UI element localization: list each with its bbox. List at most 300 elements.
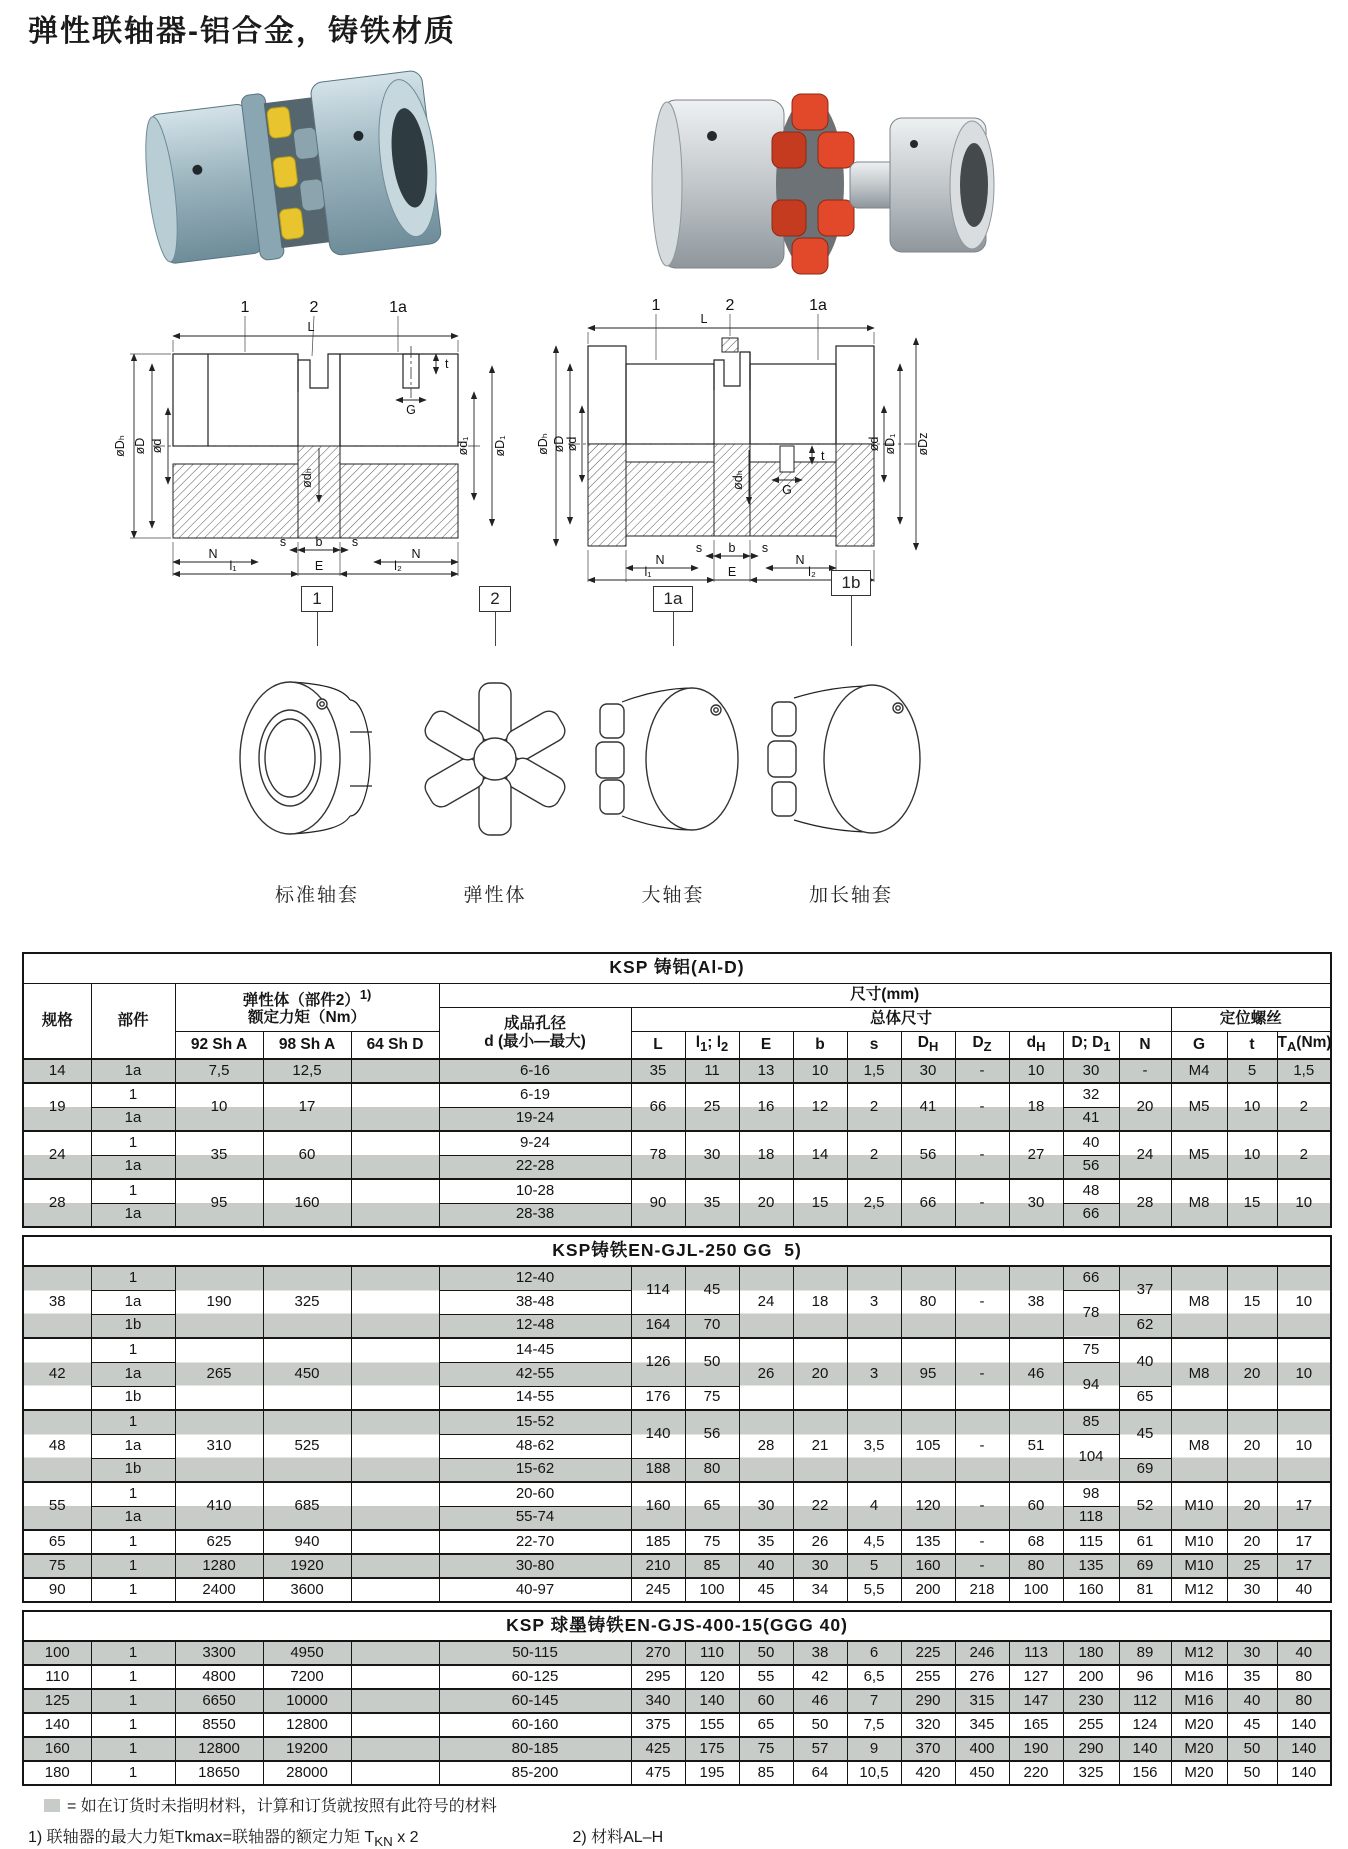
cell: 90 — [631, 1179, 685, 1227]
cell: 176 — [631, 1386, 685, 1410]
cell — [351, 1665, 439, 1689]
cell: 95 — [901, 1338, 955, 1410]
dim-label: ød — [565, 436, 579, 452]
cell: 60-125 — [439, 1665, 631, 1689]
cell: 12800 — [175, 1737, 263, 1761]
cell: 46 — [793, 1689, 847, 1713]
dim-label: N — [655, 553, 665, 567]
cell: - — [955, 1266, 1009, 1338]
col-header: 64 Sh D — [351, 1031, 439, 1059]
cell — [351, 1410, 439, 1482]
cell — [351, 1737, 439, 1761]
cell: 12,5 — [263, 1059, 351, 1083]
cell: 1a — [91, 1290, 175, 1314]
cell: 65 — [739, 1713, 793, 1737]
cell: 140 — [23, 1713, 91, 1737]
dim-label: ødₕ — [731, 470, 745, 490]
cell: 290 — [1063, 1737, 1119, 1761]
cell: 81 — [1119, 1578, 1171, 1602]
cell: 30 — [793, 1554, 847, 1578]
legend-text: = 如在订货时未指明材料，计算和订货就按照有此符号的材料 — [67, 1798, 497, 1815]
cell: 85-200 — [439, 1761, 631, 1785]
cell: 35 — [1227, 1665, 1277, 1689]
cell: 75 — [23, 1554, 91, 1578]
table-row — [23, 1737, 1331, 1761]
cell: 40 — [1277, 1578, 1331, 1602]
cell: 15-52 — [439, 1410, 631, 1434]
cell: M5 — [1171, 1131, 1227, 1179]
cell: 30 — [1009, 1179, 1063, 1227]
cell: 15 — [1227, 1266, 1277, 1338]
cell: 1b — [91, 1386, 175, 1410]
dim-label: øD — [552, 435, 566, 453]
cell: 50 — [793, 1713, 847, 1737]
cell: 40 — [1277, 1641, 1331, 1665]
dim-label: t — [445, 357, 449, 371]
cell: 410 — [175, 1482, 263, 1530]
cell — [351, 1761, 439, 1785]
cell: 1 — [91, 1266, 175, 1290]
col-header: N — [1119, 1031, 1171, 1059]
cell: 1 — [91, 1554, 175, 1578]
cell: 2 — [1277, 1131, 1331, 1179]
cell: 45 — [1227, 1713, 1277, 1737]
cell: 80-185 — [439, 1737, 631, 1761]
cell — [351, 1554, 439, 1578]
cross-section-drawing-left — [98, 296, 518, 578]
cell: 24 — [739, 1266, 793, 1338]
cell: 8550 — [175, 1713, 263, 1737]
page-title: 弹性联轴器-铝合金，铸铁材质 — [28, 15, 456, 48]
component-row — [228, 573, 940, 907]
cell: - — [955, 1059, 1009, 1083]
cell: 5 — [847, 1554, 901, 1578]
cell: 50-115 — [439, 1641, 631, 1665]
table-row — [23, 1083, 1331, 1107]
cell: 6-16 — [439, 1059, 631, 1083]
cell: 17 — [1277, 1554, 1331, 1578]
cell: 135 — [901, 1530, 955, 1554]
cell: 20-60 — [439, 1482, 631, 1506]
cell: 30 — [685, 1131, 739, 1179]
cell: 195 — [685, 1761, 739, 1785]
cell: 160 — [901, 1554, 955, 1578]
cell: 66 — [1063, 1203, 1119, 1227]
cell: 1b — [91, 1458, 175, 1482]
cell: 325 — [1063, 1761, 1119, 1785]
cell: 17 — [1277, 1530, 1331, 1554]
cell: 1280 — [175, 1554, 263, 1578]
component-caption: 加长轴套 — [808, 885, 893, 906]
cell: 4 — [847, 1482, 901, 1530]
dim-label: N — [208, 547, 218, 561]
dim-label: l₂ — [394, 559, 402, 573]
col-header: t — [1227, 1031, 1277, 1059]
cell: 18650 — [175, 1761, 263, 1785]
component-caption: 弹性体 — [463, 885, 527, 906]
cell: 180 — [1063, 1641, 1119, 1665]
cell: 37 — [1119, 1266, 1171, 1314]
cell — [351, 1530, 439, 1554]
cell: 3600 — [263, 1578, 351, 1602]
col-header: 98 Sh A — [263, 1031, 351, 1059]
cell: 40 — [1063, 1131, 1119, 1155]
leader-line — [495, 612, 496, 646]
cell: 50 — [685, 1338, 739, 1386]
cell: 625 — [175, 1530, 263, 1554]
cell: 185 — [631, 1530, 685, 1554]
cell: 18 — [739, 1131, 793, 1179]
cell: 3 — [847, 1338, 901, 1410]
cell: 1 — [91, 1338, 175, 1362]
cell: 14 — [793, 1131, 847, 1179]
cell: 18 — [1009, 1083, 1063, 1131]
col-header: 总体尺寸 — [631, 1007, 1171, 1031]
cell — [351, 1482, 439, 1530]
cell: 28-38 — [439, 1203, 631, 1227]
dim-label: G — [406, 403, 416, 417]
cell: 450 — [263, 1338, 351, 1410]
dim-label: N — [795, 553, 805, 567]
cell: 114 — [631, 1266, 685, 1314]
cell: 1a — [91, 1506, 175, 1530]
cell: 370 — [901, 1737, 955, 1761]
cell: M8 — [1171, 1179, 1227, 1227]
cell: 14-45 — [439, 1338, 631, 1362]
cell: 20 — [1227, 1338, 1277, 1410]
cell: 175 — [685, 1737, 739, 1761]
section-title: KSP铸铁EN-GJL-250 GG 5) — [23, 1236, 1331, 1266]
cell: 34 — [793, 1578, 847, 1602]
cell: 1 — [91, 1713, 175, 1737]
cell: 230 — [1063, 1689, 1119, 1713]
dim-label: s — [761, 541, 769, 555]
cell: 1920 — [263, 1554, 351, 1578]
cell: M8 — [1171, 1266, 1227, 1338]
cell: 320 — [901, 1713, 955, 1737]
cell: 32 — [1063, 1083, 1119, 1107]
cell: 5,5 — [847, 1578, 901, 1602]
cell: 60 — [263, 1131, 351, 1179]
col-header: 成品孔径 d (最小—最大) — [439, 1007, 631, 1059]
part-tag: 2 — [479, 586, 510, 612]
dim-label: s — [351, 535, 359, 549]
cell: 120 — [685, 1665, 739, 1689]
cell: 7,5 — [847, 1713, 901, 1737]
table-row — [23, 1179, 1331, 1203]
cell: 30 — [1227, 1641, 1277, 1665]
cell: 50 — [1227, 1761, 1277, 1785]
cell: 64 — [793, 1761, 847, 1785]
cell: 1 — [91, 1410, 175, 1434]
col-header: 规格 — [23, 983, 91, 1059]
cell: 100 — [1009, 1578, 1063, 1602]
cell: M20 — [1171, 1737, 1227, 1761]
cell: M20 — [1171, 1761, 1227, 1785]
cell: 12 — [793, 1083, 847, 1131]
footnote-2: 2) 材料AL–H — [572, 1829, 664, 1846]
col-header: G — [1171, 1031, 1227, 1059]
col-header: $d_H$ — [1009, 1031, 1063, 1059]
component-caption: 大轴套 — [641, 885, 705, 906]
cell: M12 — [1171, 1641, 1227, 1665]
cell: 160 — [23, 1737, 91, 1761]
cell: 6-19 — [439, 1083, 631, 1107]
cell: 295 — [631, 1665, 685, 1689]
cell: 10 — [1277, 1266, 1331, 1338]
cell: 210 — [631, 1554, 685, 1578]
dim-label: ød — [867, 436, 881, 452]
cell: M16 — [1171, 1665, 1227, 1689]
cell: 80 — [1277, 1689, 1331, 1713]
cell: - — [955, 1530, 1009, 1554]
cell: 276 — [955, 1665, 1009, 1689]
table-row — [23, 1761, 1331, 1785]
cell: 26 — [793, 1530, 847, 1554]
photo-aluminum-coupling — [138, 60, 450, 278]
col-header: b — [793, 1031, 847, 1059]
cell: 10000 — [263, 1689, 351, 1713]
cell: 1a — [91, 1434, 175, 1458]
cell: 66 — [631, 1083, 685, 1131]
cell: 420 — [901, 1761, 955, 1785]
cell: 19-24 — [439, 1107, 631, 1131]
cell: - — [1119, 1059, 1171, 1083]
cell: 155 — [685, 1713, 739, 1737]
cell: M8 — [1171, 1410, 1227, 1482]
cell: - — [955, 1131, 1009, 1179]
cell: 10 — [1009, 1059, 1063, 1083]
component-standard-hub — [228, 586, 406, 907]
cell: 55-74 — [439, 1506, 631, 1530]
col-header: 尺寸(mm) — [439, 983, 1331, 1007]
cell: 115 — [1063, 1530, 1119, 1554]
cell: 1a — [91, 1155, 175, 1179]
cell: 22-28 — [439, 1155, 631, 1179]
cell: 68 — [1009, 1530, 1063, 1554]
cell: 30 — [901, 1059, 955, 1083]
col-header: E — [739, 1031, 793, 1059]
cell: 3,5 — [847, 1410, 901, 1482]
col-header: s — [847, 1031, 901, 1059]
dim-label: ød₁ — [456, 436, 470, 456]
cell: 27 — [1009, 1131, 1063, 1179]
cell: 4950 — [263, 1641, 351, 1665]
section-title: KSP 球墨铸铁EN-GJS-400-15(GGG 40) — [23, 1611, 1331, 1641]
cell: 1 — [91, 1641, 175, 1665]
cell: 156 — [1119, 1761, 1171, 1785]
callout-part1a: 1a — [389, 299, 407, 316]
callout-part1a: 1a — [809, 297, 827, 314]
dim-label: E — [727, 565, 737, 579]
table-row — [23, 1641, 1331, 1665]
cell: 165 — [1009, 1713, 1063, 1737]
leader-line — [851, 596, 852, 646]
callout-part2: 2 — [725, 297, 735, 314]
table-row — [23, 1713, 1331, 1737]
col-header: D; $D_1$ — [1063, 1031, 1119, 1059]
photo-cast-iron-coupling — [650, 66, 1000, 304]
col-header: 定位螺丝 — [1171, 1007, 1331, 1031]
cell: 1a — [91, 1107, 175, 1131]
cell: 50 — [1227, 1737, 1277, 1761]
cell: 30 — [1227, 1578, 1277, 1602]
cell: 12800 — [263, 1713, 351, 1737]
cell: 10 — [793, 1059, 847, 1083]
cell: 12-48 — [439, 1314, 631, 1338]
cell: 188 — [631, 1458, 685, 1482]
cell: 10,5 — [847, 1761, 901, 1785]
dim-label: b — [728, 541, 736, 555]
cell: 124 — [1119, 1713, 1171, 1737]
cell: 140 — [1277, 1713, 1331, 1737]
cell: 3 — [847, 1266, 901, 1338]
cell: 30-80 — [439, 1554, 631, 1578]
table-row — [23, 1665, 1331, 1689]
col-header: $D_Z$ — [955, 1031, 1009, 1059]
cell: 96 — [1119, 1665, 1171, 1689]
cell: 55 — [23, 1482, 91, 1530]
cell: 11 — [685, 1059, 739, 1083]
cell: 105 — [901, 1410, 955, 1482]
cell: 46 — [1009, 1338, 1063, 1410]
cell: 42 — [23, 1338, 91, 1410]
cell: 50 — [739, 1641, 793, 1665]
cell: 60-145 — [439, 1689, 631, 1713]
cell: 25 — [685, 1083, 739, 1131]
cell: 66 — [1063, 1266, 1119, 1290]
cell: 75 — [685, 1530, 739, 1554]
cell: 218 — [955, 1578, 1009, 1602]
cell: 45 — [685, 1266, 739, 1314]
cell: M5 — [1171, 1083, 1227, 1131]
spec-table-nodular-cast-iron — [22, 1610, 1332, 1786]
table-row — [23, 1131, 1331, 1155]
cell: 20 — [1119, 1083, 1171, 1131]
cell — [351, 1131, 439, 1179]
cell: 20 — [1227, 1530, 1277, 1554]
cell: 24 — [1119, 1131, 1171, 1179]
dim-label: G — [782, 483, 792, 497]
cell: 2400 — [175, 1578, 263, 1602]
cell: 62 — [1119, 1314, 1171, 1338]
cell: 190 — [175, 1266, 263, 1338]
cell: 40 — [1119, 1338, 1171, 1386]
cell: 15-62 — [439, 1458, 631, 1482]
dim-label: L — [700, 312, 708, 326]
cell: 164 — [631, 1314, 685, 1338]
cell — [351, 1083, 439, 1131]
cell: 95 — [175, 1179, 263, 1227]
extended-hub-illustration — [766, 646, 936, 876]
cell: 28 — [739, 1410, 793, 1482]
cell: 315 — [955, 1689, 1009, 1713]
cell: 245 — [631, 1578, 685, 1602]
table-row — [23, 1689, 1331, 1713]
table-row — [23, 1266, 1331, 1290]
cell: 160 — [263, 1179, 351, 1227]
cell: - — [955, 1482, 1009, 1530]
cell: 20 — [793, 1338, 847, 1410]
cell: 1,5 — [1277, 1059, 1331, 1083]
cell: 1 — [91, 1530, 175, 1554]
cell: 60-160 — [439, 1713, 631, 1737]
cell: 140 — [685, 1689, 739, 1713]
cell: 66 — [901, 1179, 955, 1227]
cell: 1 — [91, 1689, 175, 1713]
cell: 20 — [1227, 1482, 1277, 1530]
cell: 7 — [847, 1689, 901, 1713]
cell: 190 — [1009, 1737, 1063, 1761]
table-row — [23, 1530, 1331, 1554]
cell — [351, 1641, 439, 1665]
cell: 69 — [1119, 1458, 1171, 1482]
table-row — [23, 1410, 1331, 1434]
part-tag: 1b — [831, 570, 872, 596]
cell: 1b — [91, 1314, 175, 1338]
col-header: $l_1$; $l_2$ — [685, 1031, 739, 1059]
cell: 140 — [1277, 1737, 1331, 1761]
col-header: 弹性体（部件2）$^{1)}$ 额定力矩（Nm） — [175, 983, 439, 1031]
cross-section-drawing-right — [528, 294, 932, 586]
cell: 200 — [901, 1578, 955, 1602]
cell: 40 — [1227, 1689, 1277, 1713]
cell: - — [955, 1410, 1009, 1482]
cell: 110 — [23, 1665, 91, 1689]
dim-label: øD₁ — [493, 435, 507, 457]
cell: 38 — [1009, 1266, 1063, 1338]
cell: 52 — [1119, 1482, 1171, 1530]
cell: 940 — [263, 1530, 351, 1554]
cell: 57 — [793, 1737, 847, 1761]
cell: 38 — [793, 1641, 847, 1665]
cell: 6,5 — [847, 1665, 901, 1689]
dim-label: øDₕ — [113, 435, 127, 457]
cell: 127 — [1009, 1665, 1063, 1689]
cell: 7200 — [263, 1665, 351, 1689]
cell: 100 — [23, 1641, 91, 1665]
dim-label: L — [307, 320, 315, 334]
cell: 5 — [1227, 1059, 1277, 1083]
cell: 270 — [631, 1641, 685, 1665]
cell: 41 — [901, 1083, 955, 1131]
cell: 2,5 — [847, 1179, 901, 1227]
cell: 56 — [685, 1410, 739, 1458]
cell: 135 — [1063, 1554, 1119, 1578]
cell: M10 — [1171, 1554, 1227, 1578]
cell: 1 — [91, 1578, 175, 1602]
cell: 56 — [901, 1131, 955, 1179]
cell: 9 — [847, 1737, 901, 1761]
cell: 55 — [739, 1665, 793, 1689]
col-header: $T_A(Nm)$ — [1277, 1031, 1331, 1059]
cell: 61 — [1119, 1530, 1171, 1554]
cell: 10 — [1227, 1083, 1277, 1131]
component-caption: 标准轴套 — [274, 885, 359, 906]
cell: 147 — [1009, 1689, 1063, 1713]
dim-label: s — [279, 535, 287, 549]
cell: 38 — [23, 1266, 91, 1338]
cell: 3300 — [175, 1641, 263, 1665]
material-swatch — [44, 1799, 60, 1812]
cell: 345 — [955, 1713, 1009, 1737]
cell: 4,5 — [847, 1530, 901, 1554]
cell: 70 — [685, 1314, 739, 1338]
col-header: 92 Sh A — [175, 1031, 263, 1059]
cell: 20 — [1227, 1410, 1277, 1482]
cell: 78 — [631, 1131, 685, 1179]
cell: 28000 — [263, 1761, 351, 1785]
